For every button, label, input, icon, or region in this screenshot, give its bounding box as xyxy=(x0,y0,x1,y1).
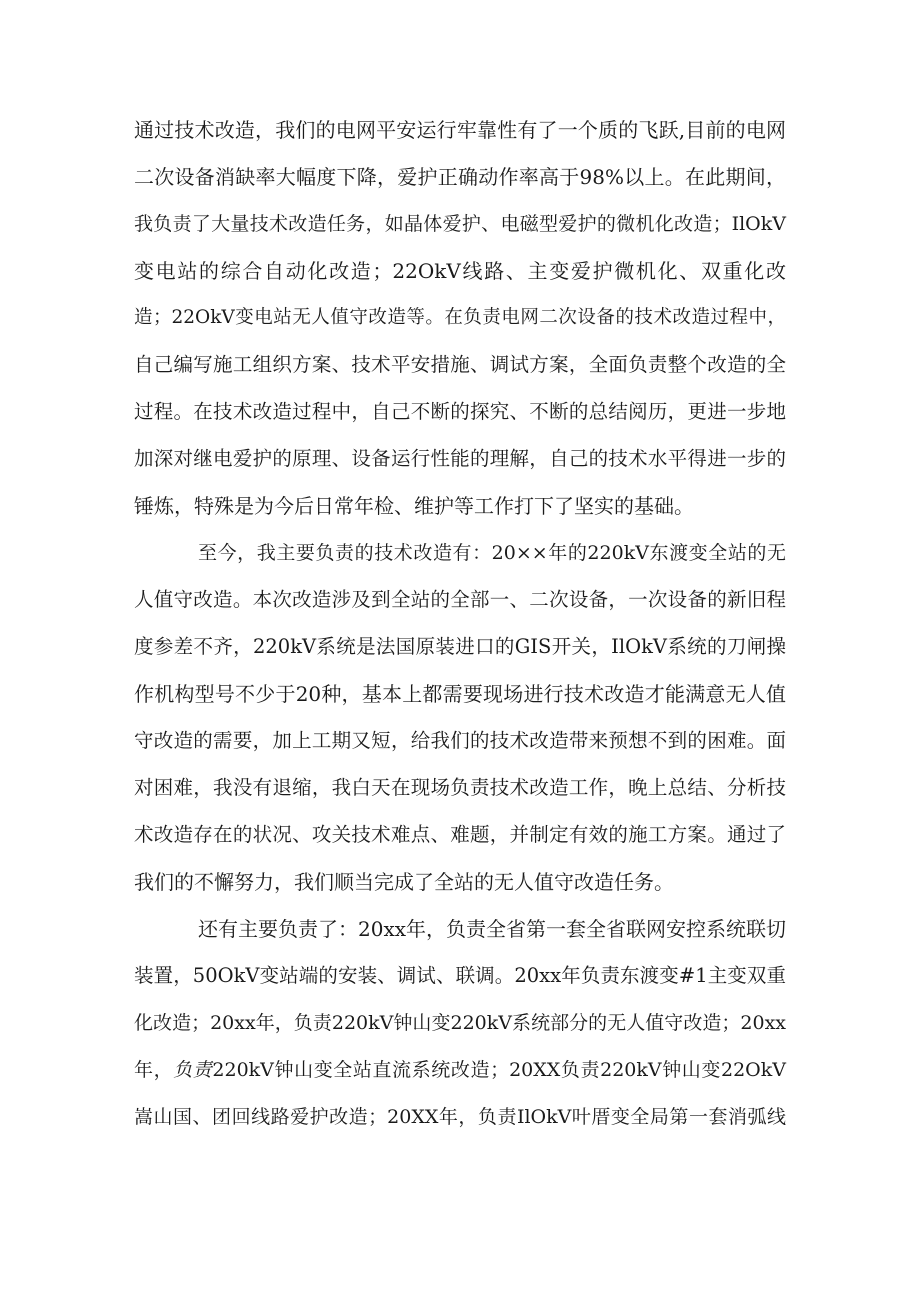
paragraph-1-line-4: 变电站的综合自动化改造；22OkV线路、主变爱护微机化、双重化改 xyxy=(134,259,786,283)
paragraph-1-line-7: 过程。在技术改造过程中，自己不断的探究、不断的总结阅历，更进一步地 xyxy=(134,400,786,423)
paragraph-3-line-5: 嵩山国、团回线路爱护改造；20XX年，负责IlOkV叶厝变全局第一套消弧线 xyxy=(134,1106,786,1128)
paragraph-2-line-8: 我们的不懈努力，我们顺当完成了全站的无人值守改造任务。 xyxy=(134,870,674,894)
paragraph-1-line-5: 造；22OkV变电站无人值守改造等。在负责电网二次设备的技术改造过程中， xyxy=(134,307,786,328)
paragraph-2-line-3: 度参差不齐，220kV系统是法国原装进口的GIS开关，IlOkV系统的刀闸操 xyxy=(134,635,786,658)
paragraph-2-line-4: 作机构型号不少于20种，基本上都需要现场进行技术改造才能满意无人值 xyxy=(134,682,786,706)
paragraph-1-line-8: 加深对继电爱护的原理、设备运行性能的理解，自己的技术水平得进一步的 xyxy=(134,447,786,470)
paragraph-2-line-6: 对困难，我没有退缩，我白天在现场负责技术改造工作，晚上总结、分析技 xyxy=(134,776,786,799)
paragraph-3-line-2: 装置，50OkV变站端的安装、调试、联调。20xx年负责东渡变#1主变双重 xyxy=(134,964,786,987)
paragraph-3-line-4: 年，负责220kV钟山变全站直流系统改造；20XX负责220kV钟山变22OkV xyxy=(134,1059,786,1081)
paragraph-2-line-1: 至今，我主要负责的技术改造有：20××年的220kV东渡变全站的无 xyxy=(198,542,786,564)
paragraph-2-line-5: 守改造的需要，加上工期又短，给我们的技术改造带来预想不到的困难。面 xyxy=(134,729,786,752)
paragraph-1-line-6: 自己编写施工组织方案、技术平安措施、调试方案，全面负责整个改造的全 xyxy=(134,353,786,376)
paragraph-2-line-2: 人值守改造。本次改造涉及到全站的全部一、二次设备，一次设备的新旧程 xyxy=(134,588,786,611)
paragraph-1-line-2: 二次设备消缺率大幅度下降，爱护正确动作率高于98%以上。在此期间， xyxy=(134,165,786,189)
paragraph-2-line-7: 术改造存在的状况、攻关技术难点、难题，并制定有效的施工方案。通过了 xyxy=(134,823,786,846)
paragraph-1-line-3: 我负责了大量技术改造任务，如晶体爱护、电磁型爱护的微机化改造；IlOkV xyxy=(134,213,786,235)
paragraph-1-line-9: 锤炼，特殊是为今后日常年检、维护等工作打下了坚实的基础。 xyxy=(134,494,694,518)
paragraph-3-line-1: 还有主要负责了：20xx年，负责全省第一套全省联网安控系统联切 xyxy=(198,917,787,941)
paragraph-3-line-3: 化改造；20xx年，负责220kV钟山变220kV系统部分的无人值守改造；20xx xyxy=(134,1012,786,1034)
italic-fragment: 负责 xyxy=(173,1059,213,1081)
paragraph-1-line-1: 通过技术改造，我们的电网平安运行牢靠性有了一个质的飞跃,目前的电网 xyxy=(134,118,786,142)
